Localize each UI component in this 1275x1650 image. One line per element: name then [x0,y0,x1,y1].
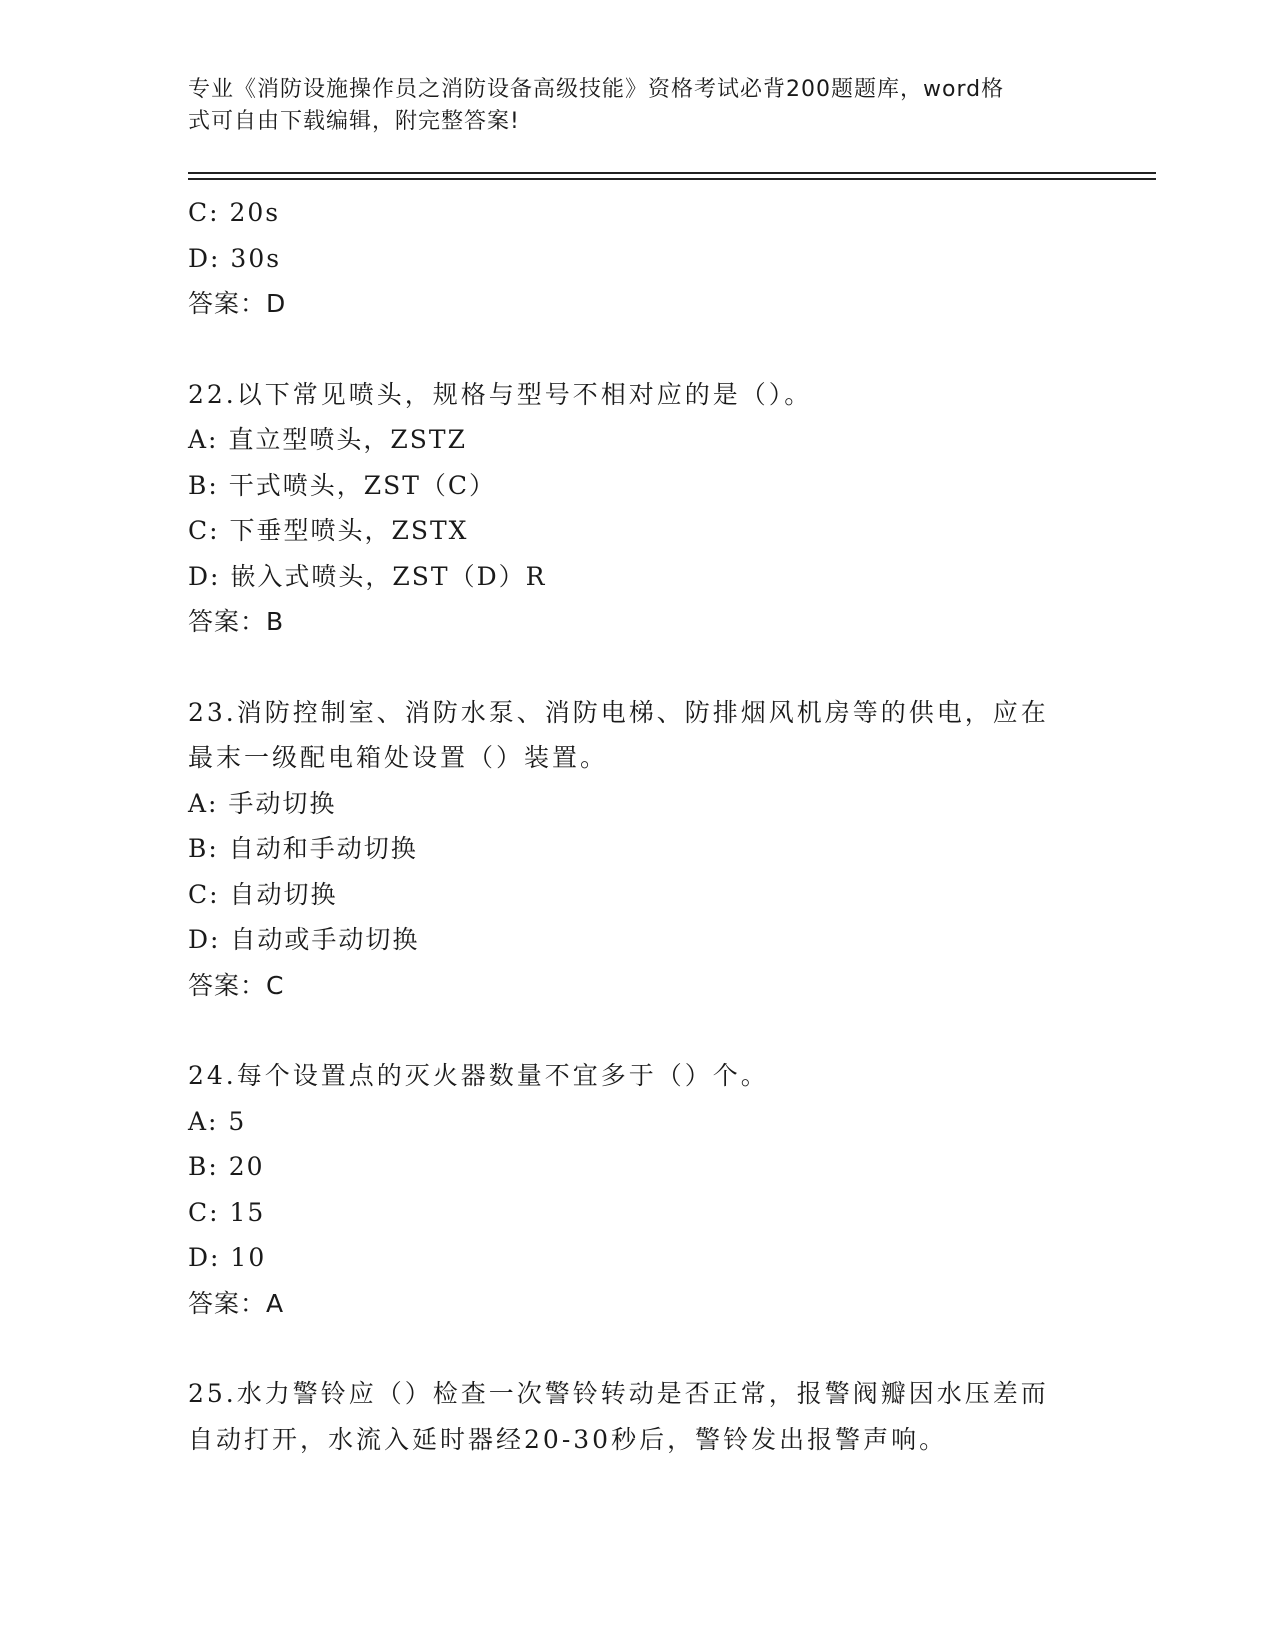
question-list [188,190,1088,1462]
option-d: D: 嵌入式喷头，ZST（D）R [188,561,547,591]
question-stem-line-1: 25.水力警铃应（）检查一次警铃转动是否正常，报警阀瓣因水压差而 [188,1379,1049,1408]
question-21-tail [188,190,1088,327]
option-d: D: 30s [188,243,282,273]
option-b: B: 20 [188,1152,265,1181]
question-25 [188,1371,1088,1462]
option-b: B: 干式喷头，ZST（C） [188,470,497,500]
option-a: A: 5 [188,1106,247,1136]
option-c: C: 20s [188,198,281,227]
question-23 [188,690,1088,1009]
answer-line: 答案：C [188,970,285,1000]
question-stem-line-2: 最末一级配电箱处设置（）装置。 [188,743,609,772]
option-c: C: 自动切换 [188,879,338,909]
question-stem: 22.以下常见喷头，规格与型号不相对应的是（）。 [188,379,813,409]
question-stem: 24.每个设置点的灭火器数量不宜多于（）个。 [188,1061,769,1090]
header-divider-top [188,172,1156,174]
option-c: C: 下垂型喷头，ZSTX [188,516,469,545]
header-line-1: 专业《消防设施操作员之消防设备高级技能》资格考试必背200题题库，word格 [188,77,1005,102]
question-stem-line-1: 23.消防控制室、消防水泵、消防电梯、防排烟风机房等的供电，应在 [188,697,1049,727]
answer-line: 答案：A [188,1288,285,1318]
document-header [188,74,1068,138]
question-stem-line-2: 自动打开，水流入延时器经20-30秒后，警铃发出报警声响。 [188,1424,948,1454]
option-d: D: 10 [188,1243,267,1272]
header-line-2: 式可自由下载编辑，附完整答案! [188,109,520,134]
answer-line: 答案：D [188,289,287,318]
option-b: B: 自动和手动切换 [188,834,418,863]
header-divider-bottom [188,178,1156,180]
option-c: C: 15 [188,1197,266,1227]
question-24 [188,1053,1088,1326]
answer-line: 答案：B [188,607,285,636]
option-d: D: 自动或手动切换 [188,925,420,954]
question-22 [188,372,1088,645]
option-a: A: 直立型喷头，ZSTZ [188,425,467,454]
option-a: A: 手动切换 [188,788,337,818]
